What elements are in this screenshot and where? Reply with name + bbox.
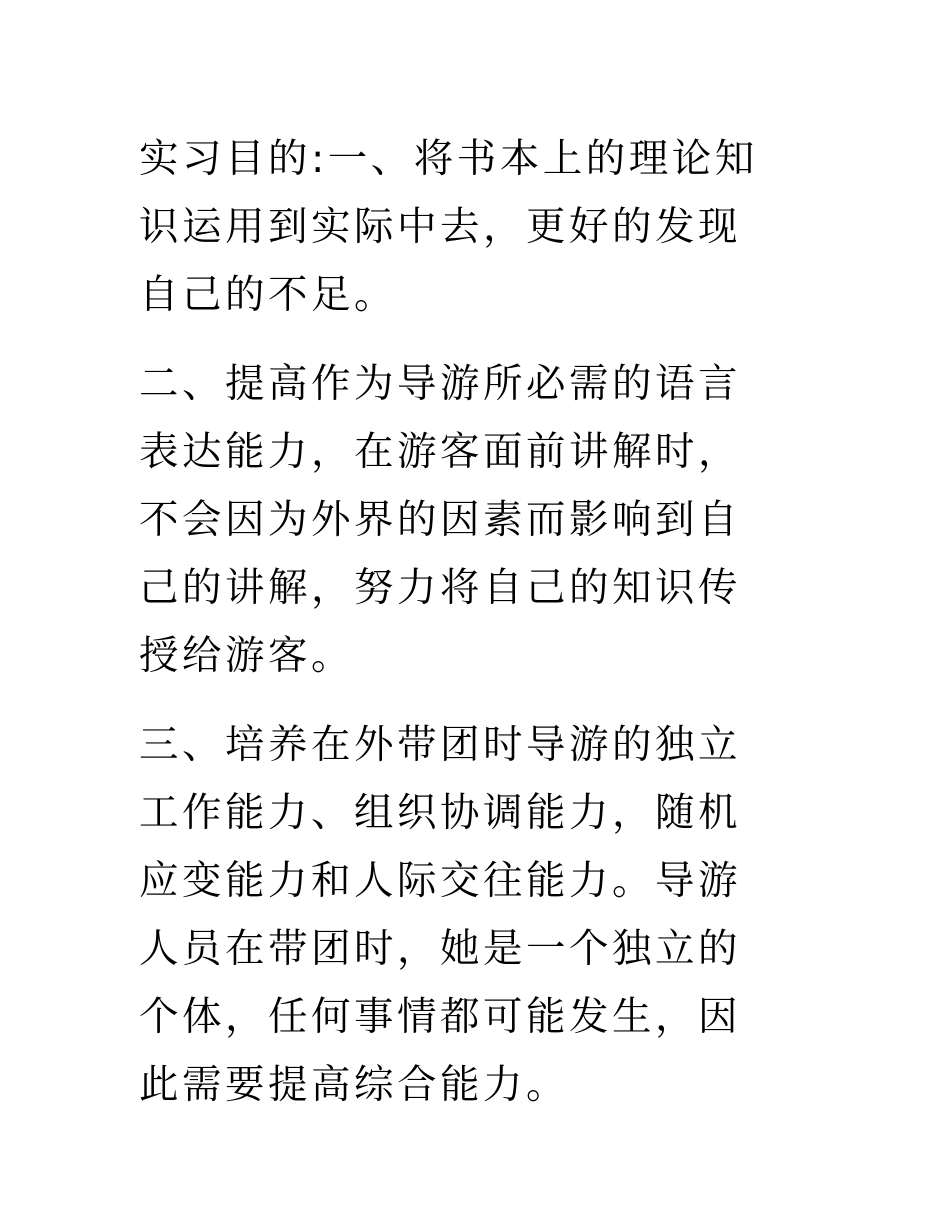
text-line: 工作能力、组织协调能力，随机	[139, 790, 741, 836]
text-line: 人员在带团时，她是一个独立的	[139, 926, 741, 972]
text-line: 不会因为外界的因素而影响到自	[139, 497, 741, 543]
text-line: 授给游客。	[139, 633, 354, 679]
paragraph-language-skills	[139, 350, 799, 690]
text-line: 个体，任何事情都可能发生，因	[139, 994, 741, 1040]
text-line: 三、培养在外带团时导游的独立	[139, 722, 741, 768]
text-line: 应变能力和人际交往能力。导游	[139, 858, 741, 904]
document-body	[139, 125, 799, 1119]
paragraph-independent-work	[139, 711, 799, 1119]
text-line: 识运用到实际中去，更好的发现	[139, 204, 741, 250]
paragraph-internship-purpose	[139, 125, 799, 329]
text-line: 二、提高作为导游所必需的语言	[139, 361, 741, 407]
text-line: 此需要提高综合能力。	[139, 1062, 569, 1108]
text-line: 自己的不足。	[139, 272, 397, 318]
text-line: 实习目的:一、将书本上的理论知	[139, 136, 758, 182]
text-line: 己的讲解，努力将自己的知识传	[139, 565, 741, 611]
text-line: 表达能力，在游客面前讲解时，	[139, 429, 741, 475]
